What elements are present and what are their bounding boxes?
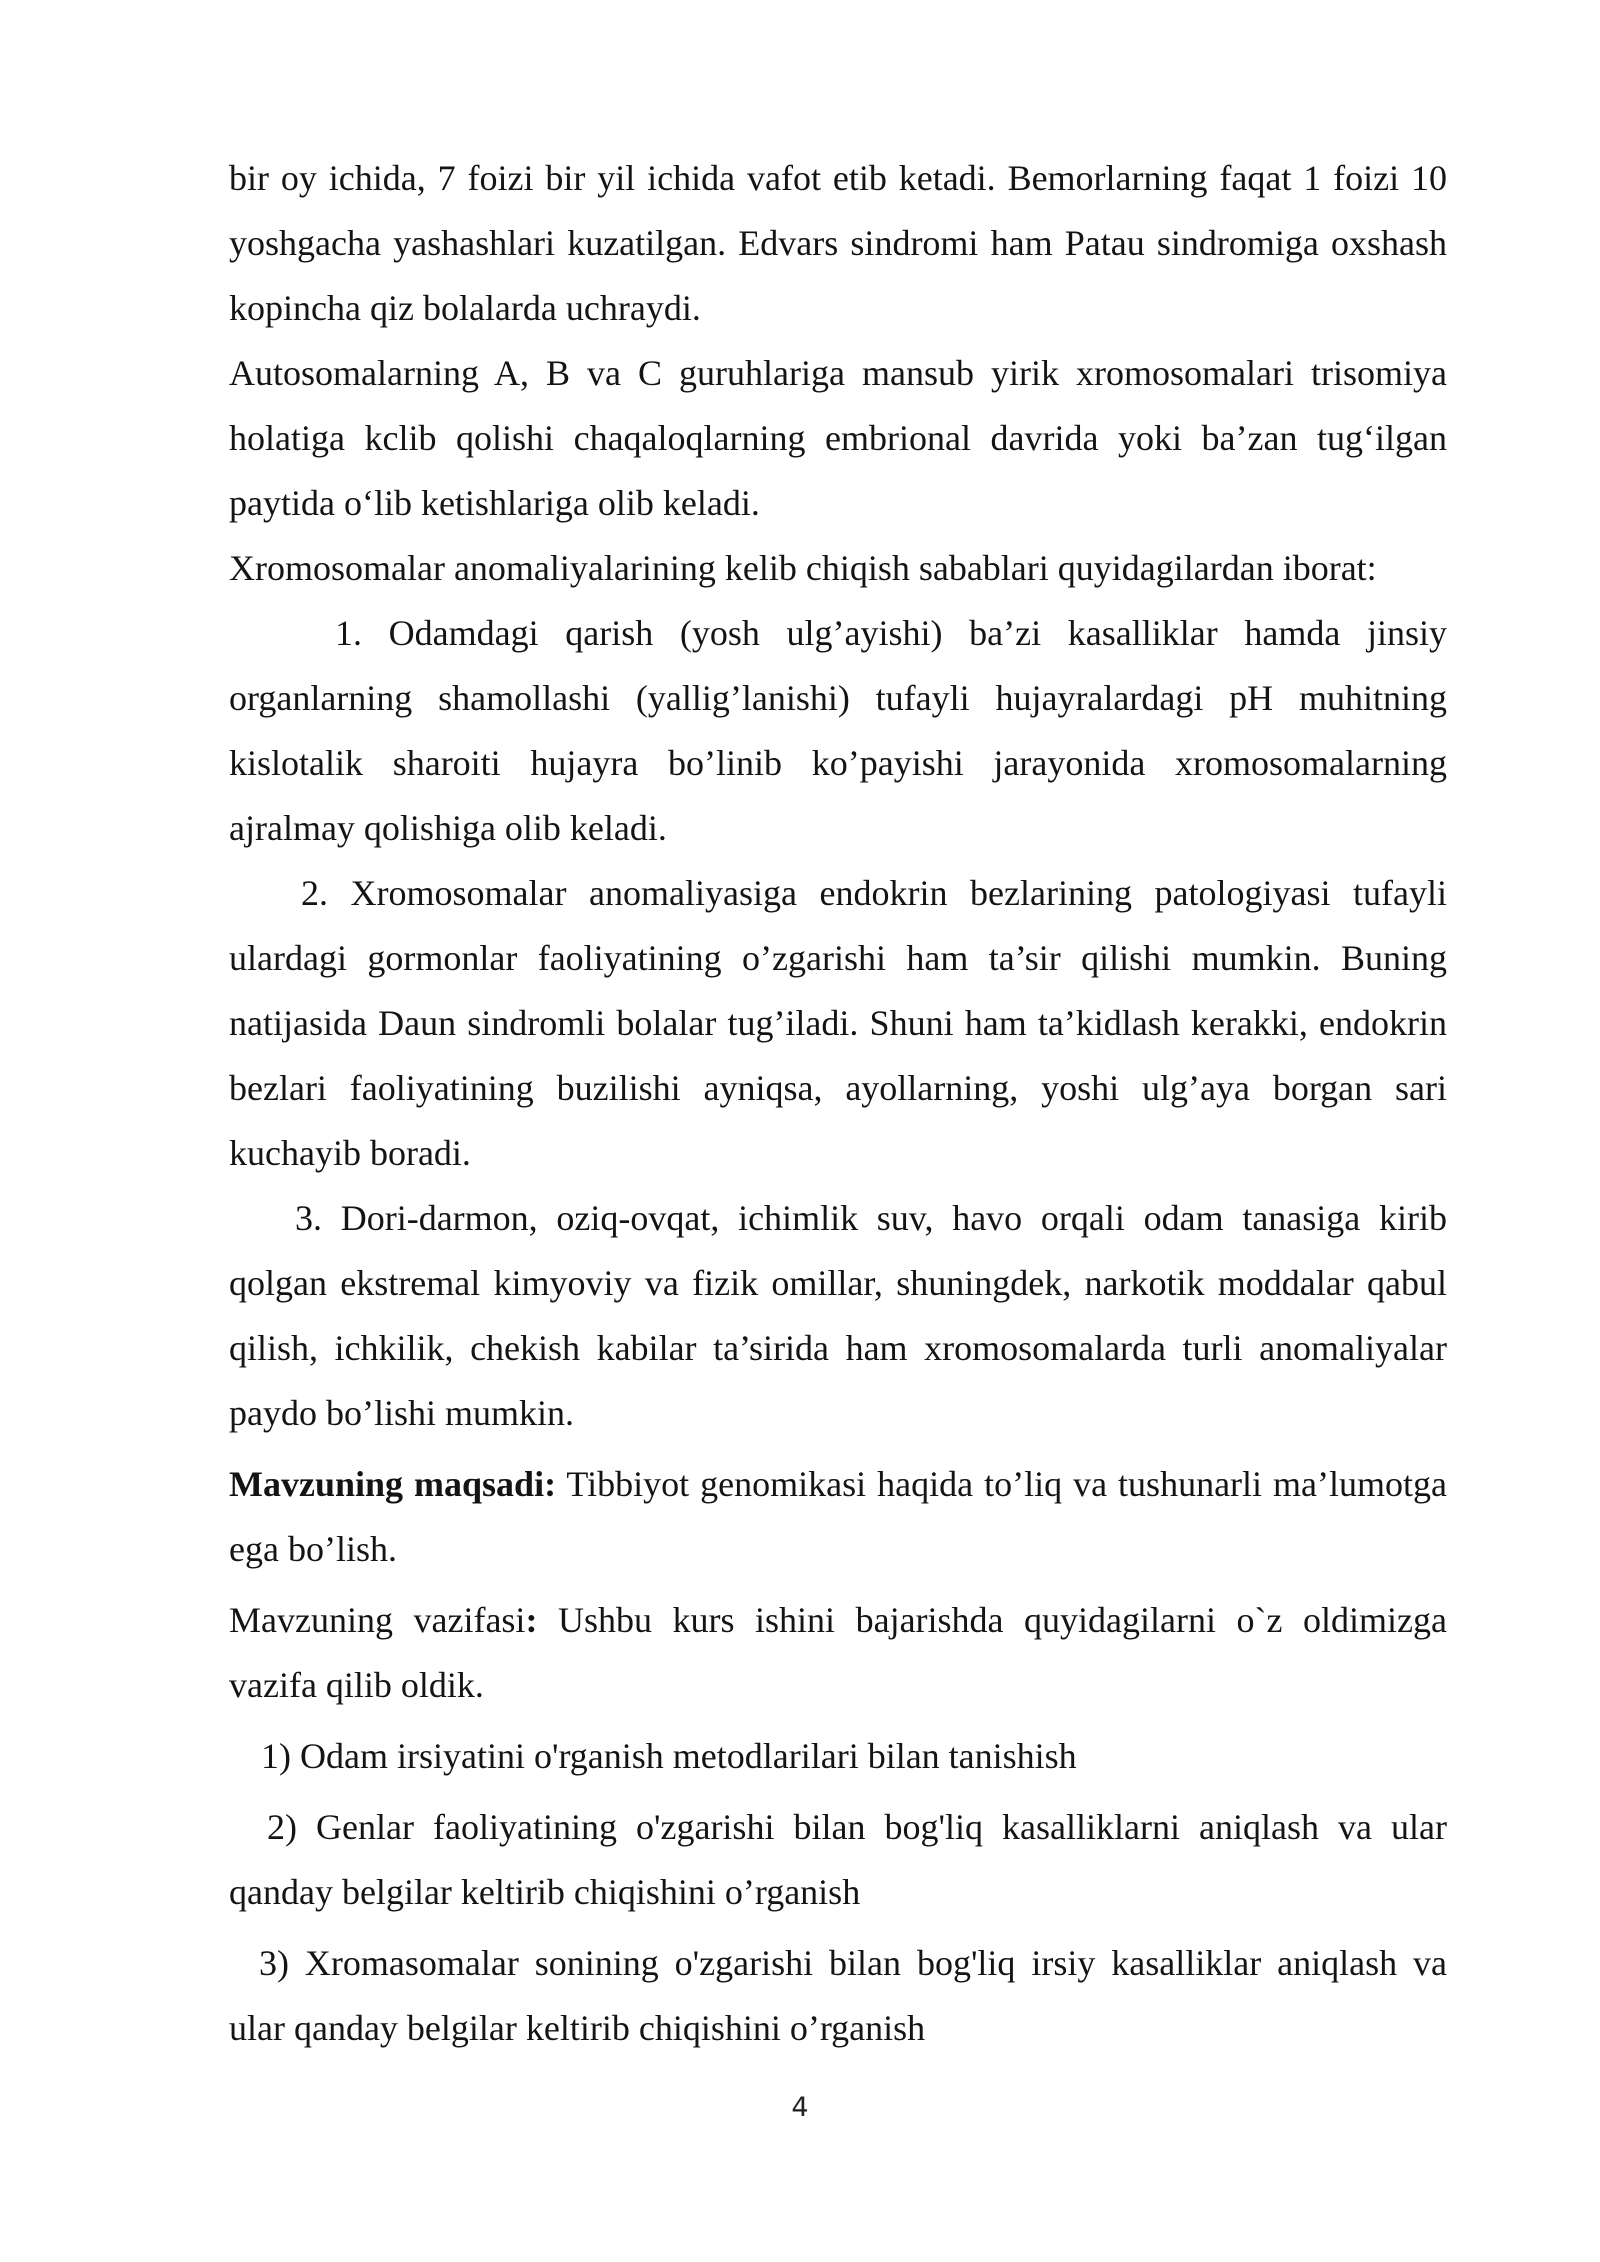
cause-item-1: 1. Odamdagi qarish (yosh ulg’ayishi) ba’zi kasalliklar hamda jinsiy organlarning shamollashi (yallig’lanishi) tufayli hujayralardagi pH muhitning kislotalik sharoiti hujayra bo’linib ko’payishi jarayonida xromosomalarning ajralmay qolishiga olib keladi.: [229, 613, 1447, 848]
task-item-2: 2) Genlar faoliyatining o'zgarishi bilan bog'liq kasalliklarni aniqlash va ular qanday belgilar keltirib chiqishini o’rganish: [229, 1807, 1447, 1912]
cause-item-3: 3. Dori-darmon, oziq-ovqat, ichimlik suv, havo orqali odam tanasiga kirib qolgan ekstremal kimyoviy va fizik omillar, shuningdek, narkotik moddalar qabul qilish, ichkilik, chekish kabilar ta’sirida ham xromosomalarda turli anomaliyalar paydo bo’lishi mumkin.: [229, 1198, 1447, 1433]
goal-label: Mavzuning maqsadi:: [229, 1464, 557, 1504]
goal-text: Tibbiyot genomikasi haqida to’liq va tushunarli ma’lumotga ega bo’lish.: [229, 1464, 1447, 1569]
paragraph-mortality: bir oy ichida, 7 foizi bir yil ichida vafot etib ketadi. Bemorlarning faqat 1 foizi 10 yoshgacha yashashlari kuzatilgan. Edvars sindromi ham Patau sindromiga oxshash kopincha qiz bolalarda uchraydi.: [229, 158, 1447, 328]
task-item-3: 3) Xromasomalar sonining o'zgarishi bilan bog'liq irsiy kasalliklar aniqlash va ular qanday belgilar keltirib chiqishini o’rganish: [229, 1943, 1447, 2048]
task-label: Mavzuning vazifasi: [229, 1600, 526, 1640]
cause-item-2: 2. Xromosomalar anomaliyasiga endokrin bezlarining patologiyasi tufayli ulardagi gormonlar faoliyatining o’zgarishi ham ta’sir qilishi mumkin. Buning natijasida Daun sindromli bolalar tug’iladi. Shuni ham ta’kidlash kerakki, endokrin bezlari faoliyatining buzilishi ayniqsa, ayollarning, yoshi ulg’aya borgan sari kuchayib boradi.: [229, 873, 1447, 1173]
task-colon: :: [525, 1600, 538, 1640]
task-item-1: 1) Odam irsiyatini o'rganish metodlarilari bilan tanishish: [261, 1736, 1077, 1776]
paragraph-causes-intro: Xromosomalar anomaliyalarining kelib chiqish sabablari quyidagilardan iborat:: [229, 548, 1377, 588]
page-body: [229, 146, 1447, 2061]
paragraph-autosomal-trisomy: Autosomalarning A, B va C guruhlariga mansub yirik xromosomalari trisomiya holatiga kclib qolishi chaqaloqlarning embrional davrida yoki ba’zan tug‘ilgan paytida o‘lib ketishlariga olib keladi.: [229, 353, 1447, 523]
goal-paragraph: [229, 1452, 1447, 1582]
task-text: Ushbu kurs ishini bajarishda quyidagilarni o`z oldimizga vazifa qilib oldik.: [229, 1600, 1447, 1705]
page-number: 4: [791, 2092, 809, 2123]
task-paragraph: [229, 1588, 1447, 1718]
